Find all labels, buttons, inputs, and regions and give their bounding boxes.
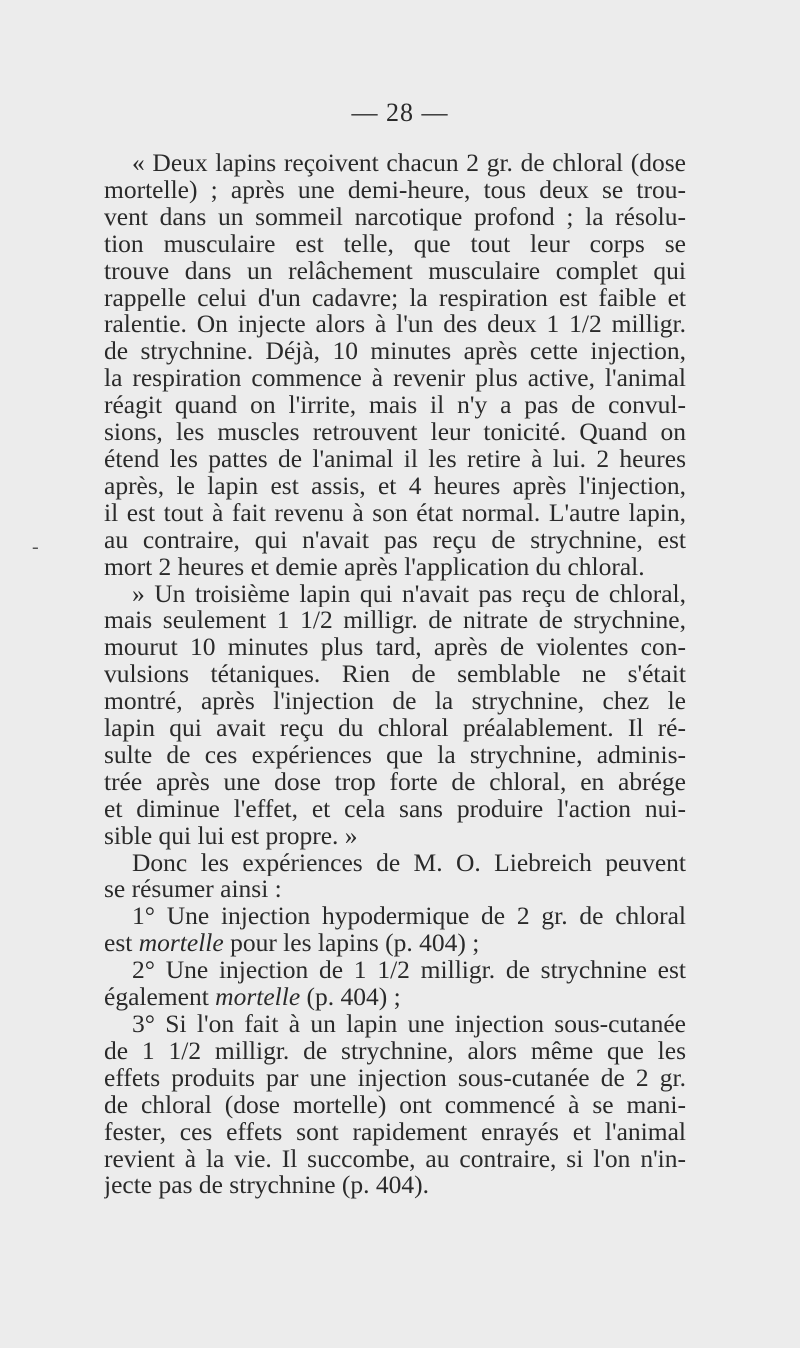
text-line: trée après une dose trop forte de chloral, en abrége bbox=[104, 768, 686, 796]
text-line: est mortelle pour les lapins (p. 404) ; bbox=[104, 930, 480, 958]
text-line: de chloral (dose mortelle) ont commencé à se mani- bbox=[104, 1091, 686, 1119]
paragraph bbox=[104, 957, 686, 1011]
text-line: également mortelle (p. 404) ; bbox=[104, 984, 401, 1011]
text-line: 2° Une injection de 1 1/2 milligr. de strychnine est bbox=[132, 957, 686, 985]
text-line: au contraire, qui n'avait pas reçu de strychnine, est bbox=[104, 526, 686, 554]
paragraph bbox=[104, 903, 686, 957]
text-line: sulte de ces expériences que la strychnine, adminis- bbox=[104, 741, 686, 769]
text-line: 1° Une injection hypodermique de 2 gr. de chloral bbox=[132, 903, 686, 931]
text-line: vent dans un sommeil narcotique profond ; la résolu- bbox=[104, 203, 686, 231]
text-line: » Un troisième lapin qui n'avait pas reçu de chloral, bbox=[132, 580, 686, 608]
text-line: après, le lapin est assis, et 4 heures après l'injection, bbox=[104, 472, 686, 500]
italic-word: mortelle bbox=[215, 984, 301, 1011]
text-line: se résumer ainsi : bbox=[104, 876, 282, 904]
text-line: mais seulement 1 1/2 milligr. de nitrate de strychnine, bbox=[104, 607, 686, 635]
text-line: montré, après l'injection de la strychnine, chez le bbox=[104, 688, 686, 716]
text-line: Donc les expériences de M. O. Liebreich peuvent bbox=[132, 849, 686, 877]
paragraph bbox=[104, 1011, 686, 1199]
text-line: 3° Si l'on fait à un lapin une injection sous-cutanée bbox=[132, 1011, 686, 1038]
text-line: étend les pattes de l'animal il les retire à lui. 2 heures bbox=[104, 445, 686, 473]
text-line: lapin qui avait reçu du chloral préalablement. Il ré- bbox=[104, 715, 686, 742]
text-line: « Deux lapins reçoivent chacun 2 gr. de chloral (dose bbox=[132, 150, 686, 177]
paragraph bbox=[104, 150, 686, 581]
text-line: et diminue l'effet, et cela sans produire l'action nui- bbox=[104, 795, 686, 823]
paragraph bbox=[104, 581, 686, 850]
italic-word: mortelle bbox=[138, 930, 224, 958]
text-line: fester, ces effets sont rapidement enrayés et l'animal bbox=[104, 1118, 686, 1146]
text-line: réagit quand on l'irrite, mais il n'y a pas de convul- bbox=[104, 392, 686, 420]
margin-mark: - bbox=[32, 536, 39, 558]
body-text bbox=[104, 150, 686, 1199]
text-line: vulsions tétaniques. Rien de semblable ne s'était bbox=[104, 661, 686, 689]
text-line: jecte pas de strychnine (p. 404). bbox=[104, 1172, 430, 1200]
paragraph bbox=[104, 850, 686, 904]
text-line: sions, les muscles retrouvent leur tonicité. Quand on bbox=[104, 419, 686, 446]
text-line: de strychnine. Déjà, 10 minutes après cette injection, bbox=[104, 338, 686, 366]
text-line: rappelle celui d'un cadavre; la respiration est faible et bbox=[104, 284, 686, 312]
text-line: il est tout à fait revenu à son état normal. L'autre lapin, bbox=[104, 499, 686, 527]
text-line: ralentie. On injecte alors à l'un des deux 1 1/2 milligr. bbox=[104, 311, 686, 339]
text-line: mort 2 heures et demie après l'application du chloral. bbox=[104, 553, 645, 581]
text-line: effets produits par une injection sous-cutanée de 2 gr. bbox=[104, 1064, 686, 1092]
text-line: trouve dans un relâchement musculaire complet qui bbox=[104, 257, 686, 285]
text-line: sible qui lui est propre. » bbox=[104, 822, 358, 850]
text-line: de 1 1/2 milligr. de strychnine, alors même que les bbox=[104, 1037, 686, 1065]
text-line: la respiration commence à revenir plus active, l'animal bbox=[104, 365, 686, 393]
text-line: mourut 10 minutes plus tard, après de violentes con- bbox=[104, 634, 686, 662]
text-line: revient à la vie. Il succombe, au contraire, si l'on n'in- bbox=[104, 1145, 686, 1173]
text-line: mortelle) ; après une demi-heure, tous deux se trou- bbox=[104, 176, 686, 204]
page-number: — 28 — bbox=[351, 98, 449, 127]
text-line: tion musculaire est telle, que tout leur corps se bbox=[104, 230, 686, 258]
